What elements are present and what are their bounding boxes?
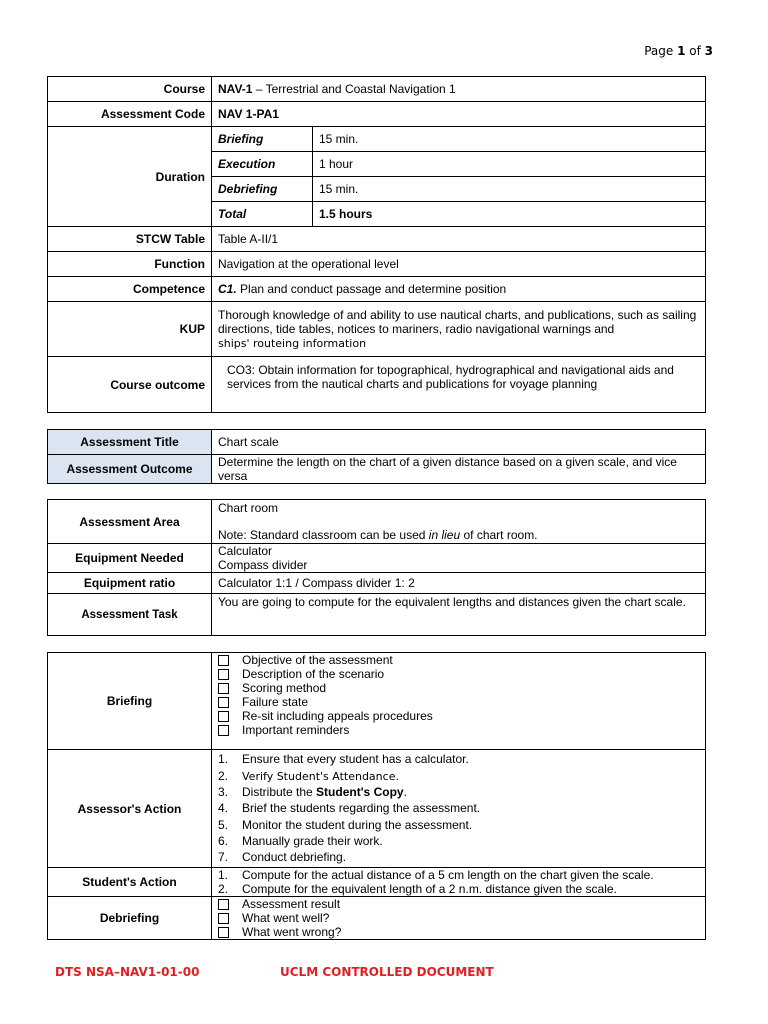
briefing-label: Briefing	[48, 653, 212, 750]
stcw-value: Table A-II/1	[212, 227, 706, 252]
student-action-list	[212, 868, 706, 897]
duration-key: Briefing	[212, 127, 313, 152]
duration-key: Debriefing	[212, 177, 313, 202]
checkbox-icon[interactable]	[218, 899, 229, 910]
course-outcome-label: Course outcome	[48, 357, 212, 413]
student-action-label: Student's Action	[48, 868, 212, 897]
duration-cell	[212, 127, 706, 227]
duration-total-value: 1.5 hours	[319, 207, 373, 221]
assessment-title-table	[47, 429, 706, 484]
list-item: 2. Compute for the equivalent length of a 2 n.m. distance given the scale.	[218, 882, 617, 896]
checklist-item: Assessment result	[212, 897, 705, 911]
checkbox-icon[interactable]	[218, 725, 229, 736]
assessment-area-table	[47, 499, 706, 636]
assessment-outcome-label: Assessment Outcome	[48, 455, 212, 484]
assessment-title-label: Assessment Title	[48, 430, 212, 455]
list-item: 3. Distribute the Student's Copy.	[218, 785, 407, 800]
list-item: 1. Compute for the actual distance of a 5 cm length on the chart given the scale.	[218, 868, 654, 882]
equipment-needed-value: Calculator Compass divider	[212, 544, 706, 573]
checkbox-icon[interactable]	[218, 669, 229, 680]
debriefing-checklist	[212, 897, 706, 940]
competence-label: Competence	[48, 277, 212, 302]
assessment-area-label: Assessment Area	[48, 500, 212, 544]
assessment-task-value: You are going to compute for the equivalent lengths and distances given the chart scale.	[212, 594, 706, 636]
procedure-table	[47, 652, 706, 940]
duration-key: Execution	[212, 152, 313, 177]
checkbox-icon[interactable]	[218, 711, 229, 722]
stcw-label: STCW Table	[48, 227, 212, 252]
checkbox-icon[interactable]	[218, 927, 229, 938]
function-label: Function	[48, 252, 212, 277]
checklist-item: What went wrong?	[212, 925, 705, 939]
checklist-item: Re-sit including appeals procedures	[212, 709, 705, 723]
duration-value: 15 min.	[313, 177, 706, 202]
duration-value: 1 hour	[313, 152, 706, 177]
assessment-outcome-value: Determine the length on the chart of a given distance based on a given scale, and vice versa	[212, 455, 706, 484]
assessor-action-list	[212, 750, 706, 868]
course-label: Course	[48, 77, 212, 102]
duration-value: 15 min.	[313, 127, 706, 152]
duration-label: Duration	[48, 127, 212, 227]
assessment-code-value: NAV 1-PA1	[212, 102, 706, 127]
checklist-item: What went well?	[212, 911, 705, 925]
assessment-task-label: Assessment Task	[48, 594, 212, 636]
list-item: 4. Brief the students regarding the assessment.	[218, 801, 481, 816]
assessment-area-value: Chart room Note: Standard classroom can be used in lieu of chart room.	[212, 500, 706, 544]
list-item: 1. Ensure that every student has a calculator.	[218, 752, 469, 767]
course-outcome-value: CO3: Obtain information for topographical, hydrographical and navigational aids and services from the nautical charts and publications for voyage planning	[212, 357, 706, 413]
checkbox-icon[interactable]	[218, 655, 229, 666]
list-item: 2. Verify Student's Attendance.	[218, 768, 399, 783]
list-item: 5. Monitor the student during the assessment.	[218, 817, 473, 832]
checklist-item: Failure state	[212, 695, 705, 709]
competence-value: C1. Plan and conduct passage and determine position	[212, 277, 706, 302]
course-info-table	[47, 76, 706, 413]
list-item: 7. Conduct debriefing.	[218, 850, 347, 865]
checklist-item: Description of the scenario	[212, 667, 705, 681]
checklist-item: Objective of the assessment	[212, 653, 705, 667]
kup-label: KUP	[48, 302, 212, 357]
document-id: DTS NSA–NAV1-01-00	[55, 965, 200, 979]
equipment-ratio-label: Equipment ratio	[48, 573, 212, 594]
debriefing-label: Debriefing	[48, 897, 212, 940]
course-value: NAV-1 – Terrestrial and Coastal Navigation 1	[212, 77, 706, 102]
equipment-needed-label: Equipment Needed	[48, 544, 212, 573]
duration-table	[212, 127, 705, 226]
assessor-action-label: Assessor's Action	[48, 750, 212, 868]
checkbox-icon[interactable]	[218, 913, 229, 924]
page-number: Page 1 of 3	[644, 44, 713, 58]
equipment-ratio-value: Calculator 1:1 / Compass divider 1: 2	[212, 573, 706, 594]
checklist-item: Important reminders	[212, 723, 705, 737]
kup-value: Thorough knowledge of and ability to use nautical charts, and publications, such as sailing directions, tide tables, notices to mariners, radio navigational warnings and ships' routeing information	[212, 302, 706, 357]
function-value: Navigation at the operational level	[212, 252, 706, 277]
assessment-code-label: Assessment Code	[48, 102, 212, 127]
list-item: 6. Manually grade their work.	[218, 833, 383, 848]
duration-key: Total	[212, 202, 313, 227]
controlled-document-label: UCLM CONTROLLED DOCUMENT	[280, 965, 494, 979]
checklist-item: Scoring method	[212, 681, 705, 695]
assessment-title-value: Chart scale	[212, 430, 706, 455]
checkbox-icon[interactable]	[218, 683, 229, 694]
checkbox-icon[interactable]	[218, 697, 229, 708]
briefing-checklist	[212, 653, 706, 750]
